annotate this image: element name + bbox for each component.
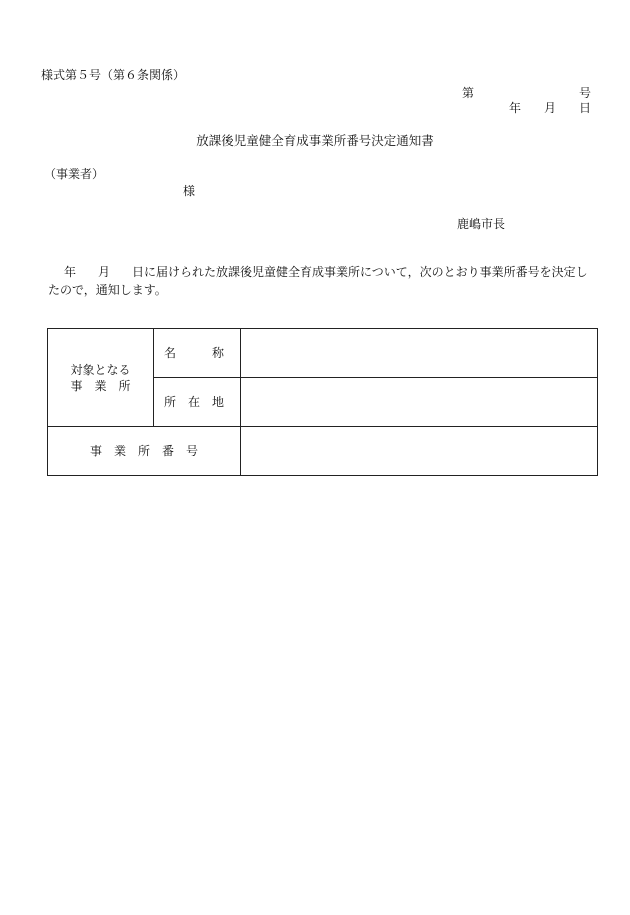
- form-number: 様式第５号（第６条関係）: [41, 68, 186, 82]
- name-value-field[interactable]: [241, 329, 598, 378]
- recipient-label: （事業者）: [44, 167, 105, 181]
- location-value-field[interactable]: [241, 378, 598, 427]
- body-year-label: 年: [64, 265, 77, 279]
- name-label: 名 称: [154, 329, 241, 378]
- body-day-label: 日: [132, 265, 145, 279]
- doc-number-prefix: 第: [462, 86, 475, 100]
- date-year-label: 年: [509, 101, 522, 115]
- doc-number-suffix: 号: [579, 86, 592, 100]
- date-day-label: 日: [579, 101, 592, 115]
- issuer-name: 鹿嶋市長: [457, 217, 506, 231]
- body-paragraph: [48, 263, 593, 299]
- body-month-label: 月: [98, 265, 111, 279]
- document-title: 放課後児童健全育成事業所番号決定通知書: [196, 133, 434, 148]
- location-label: 所 在 地: [154, 378, 241, 427]
- recipient-honorific: 様: [183, 184, 196, 198]
- office-number-value-field[interactable]: [241, 427, 598, 476]
- target-label-line2: 事 業 所: [70, 378, 131, 393]
- table-row-name: [48, 329, 598, 378]
- target-office-label: [48, 329, 154, 427]
- table-row-office-number: [48, 427, 598, 476]
- office-info-table: [47, 328, 598, 476]
- body-text: に届けられた放課後児童健全育成事業所について，次のとおり事業所番号を決定したので，通知します。: [48, 265, 588, 297]
- target-label-line1: 対象となる: [70, 362, 131, 377]
- office-number-label: 事 業 所 番 号: [48, 427, 241, 476]
- date-month-label: 月: [544, 101, 557, 115]
